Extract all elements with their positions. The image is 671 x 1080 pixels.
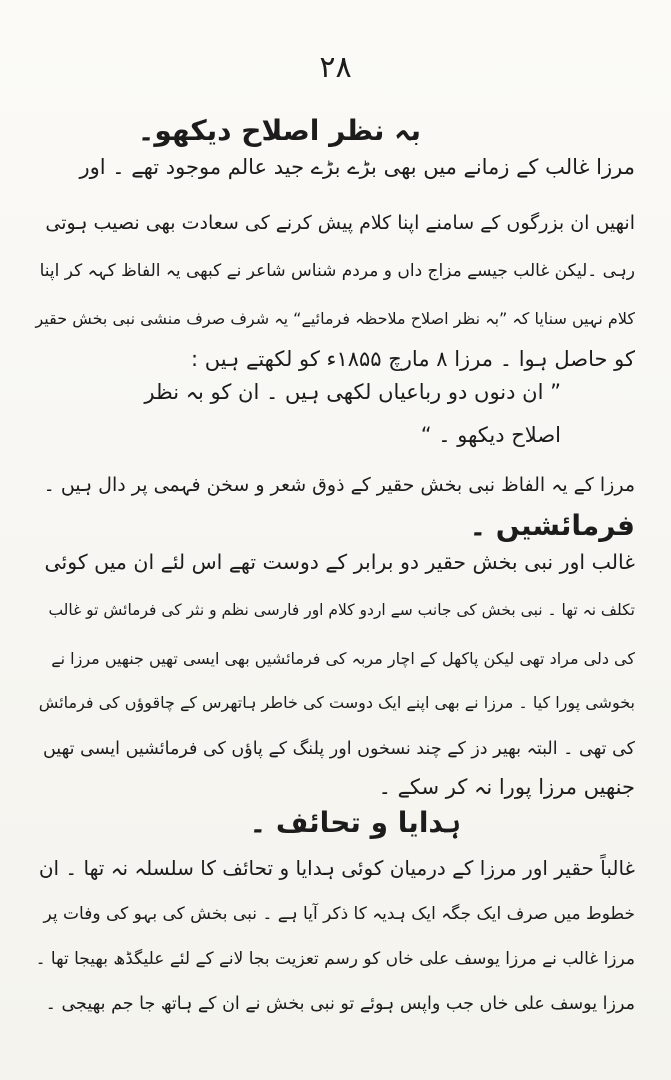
paragraph-line: کلام نہیں سنایا کہ ”بہ نظر اصلاح ملاحظہ فرمائیے“ یہ شرف صرف منشی نبی بخش حقیر — [35, 309, 635, 328]
paragraph-line: خطوط میں صرف ایک جگہ ایک ہدیہ کا ذکر آیا ہے ۔ نبی بخش کی بہو کی وفات پر — [43, 904, 635, 924]
quote-line: اصلاح دیکھو ۔ “ — [420, 423, 561, 447]
paragraph-line: مرزا غالب نے مرزا یوسف علی خاں کو رسم تعزیت بجا لانے کے لئے علیگڈھ بھیجا تھا ۔ — [35, 949, 635, 969]
paragraph-line: مرزا یوسف علی خاں جب واپس ہوئے تو نبی بخش نے ان کے ہاتھ جا جم بھیجی ۔ — [45, 994, 635, 1014]
paragraph-line: مرزا کے یہ الفاظ نبی بخش حقیر کے ذوق شعر و سخن فہمی پر دال ہیں ۔ — [43, 474, 635, 496]
paragraph-line: کی دلی مراد تھی لیکن پاکھل کے اچار مربہ کی فرمائشیں بھی ایسی تھیں جنھیں مرزا نے — [51, 649, 635, 668]
quote-line: ” ان دنوں دو رباعیاں لکھی ہیں ۔ ان کو بہ نظر — [144, 380, 561, 404]
paragraph-line: غالباً حقیر اور مرزا کے درمیان کوئی ہدایا و تحائف کا سلسلہ نہ تھا ۔ ان — [38, 856, 635, 880]
page-number: ۲۸ — [319, 50, 352, 85]
paragraph-line: مرزا غالب کے زمانے میں بھی بڑے بڑے جید عالم موجود تھے ۔ اور — [79, 155, 635, 179]
paragraph-line: بخوشی پورا کیا ۔ مرزا نے بھی اپنے ایک دوست کی خاطر ہاتھرس کے چاقوؤں کی فرمائش — [38, 693, 635, 712]
paragraph-line: تکلف نہ تھا ۔ نبی بخش کی جانب سے اردو کلام اور فارسی نظم و نثر کی فرمائش تو غالب — [48, 601, 635, 619]
paragraph-line: انھیں ان بزرگوں کے سامنے اپنا کلام پیش کرنے کی سعادت بھی نصیب ہوتی — [45, 212, 635, 234]
paragraph-line: جنھیں مرزا پورا نہ کر سکے ۔ — [378, 775, 635, 799]
paragraph-line: رہی ۔لیکن غالب جیسے مزاج داں و مردم شناس شاعر نے کبھی یہ الفاظ کہہ کر اپنا — [39, 261, 635, 281]
paragraph-line: کو حاصل ہوا ۔ مرزا ۸ مارچ ۱۸۵۵ء کو لکھتے ہیں : — [190, 347, 635, 371]
section-heading-farmaishen: فرمائشیں ۔ — [469, 509, 635, 542]
section-heading-hadaya: ہدایا و تحائف ۔ — [249, 806, 461, 839]
section-heading-islah: بہ نظر اصلاح دیکھو۔ — [137, 114, 421, 147]
paragraph-line: غالب اور نبی بخش حقیر دو برابر کے دوست تھے اس لئے ان میں کوئی — [44, 550, 635, 574]
paragraph-line: کی تھی ۔ البتہ بھیر دز کے چند نسخوں اور پلنگ کے پاؤں کی فرمائشیں ایسی تھیں — [42, 739, 635, 759]
